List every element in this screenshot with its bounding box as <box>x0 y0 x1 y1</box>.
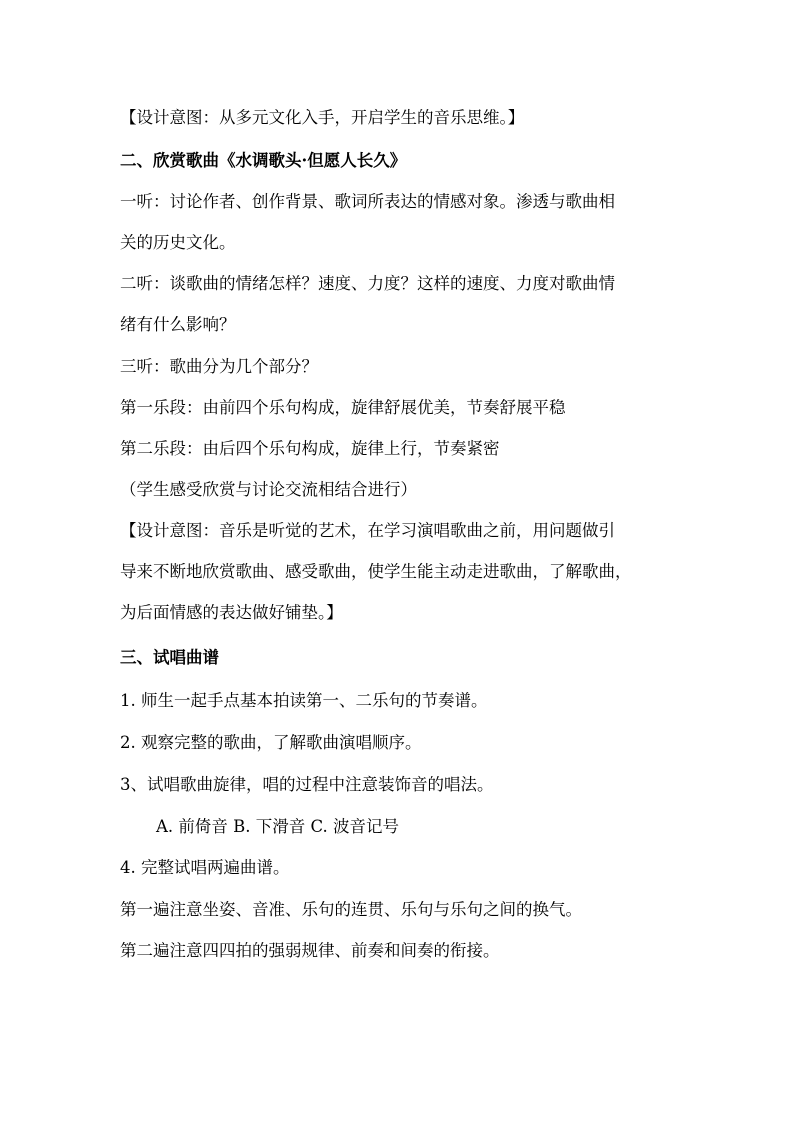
paragraph-second-listen: 二听：谈歌曲的情绪怎样？速度、力度？这样的速度、力度对歌曲情 <box>120 274 615 293</box>
step-1: 1. 师生一起手点基本拍读第一、二乐句的节奏谱。 <box>120 691 488 710</box>
step-4: 4. 完整试唱两遍曲谱。 <box>120 858 290 877</box>
design-intent-2: 【设计意图：音乐是听觉的艺术，在学习演唱歌曲之前，用问题做引 <box>120 521 615 540</box>
section-heading-3: 三、试唱曲谱 <box>120 648 219 667</box>
paragraph-third-listen: 三听：歌曲分为几个部分？ <box>120 357 318 376</box>
paragraph-first-listen-cont: 关的历史文化。 <box>120 233 236 252</box>
step-2: 2. 观察完整的歌曲，了解歌曲演唱顺序。 <box>120 733 422 752</box>
paragraph-first-listen: 一听：讨论作者、创作背景、歌词所表达的情感对象。渗透与歌曲相 <box>120 192 615 211</box>
ornament-options: A. 前倚音 B. 下滑音 C. 波音记号 <box>156 817 400 836</box>
design-intent-2-cont: 导来不断地欣赏歌曲、感受歌曲，使学生能主动走进歌曲，了解歌曲， <box>120 562 632 581</box>
first-pass-notes: 第一遍注意坐姿、音准、乐句的连贯、乐句与乐句之间的换气。 <box>120 900 582 919</box>
paragraph-second-listen-cont: 绪有什么影响？ <box>120 315 236 334</box>
section-heading-2: 二、欣赏歌曲《水调歌头·但愿人长久》 <box>120 151 407 170</box>
paragraph-section-one: 第一乐段：由前四个乐句构成，旋律舒展优美，节奏舒展平稳 <box>120 398 566 417</box>
paragraph-section-two: 第二乐段：由后四个乐句构成，旋律上行，节奏紧密 <box>120 439 500 458</box>
second-pass-notes: 第二遍注意四四拍的强弱规律、前奏和间奏的衔接。 <box>120 941 500 960</box>
step-3: 3、试唱歌曲旋律，唱的过程中注意装饰音的唱法。 <box>120 775 494 794</box>
design-intent-2-end: 为后面情感的表达做好铺垫。】 <box>120 603 343 622</box>
paragraph-note: （学生感受欣赏与讨论交流相结合进行） <box>120 480 417 499</box>
design-intent-1: 【设计意图：从多元文化入手，开启学生的音乐思维。】 <box>120 108 525 127</box>
